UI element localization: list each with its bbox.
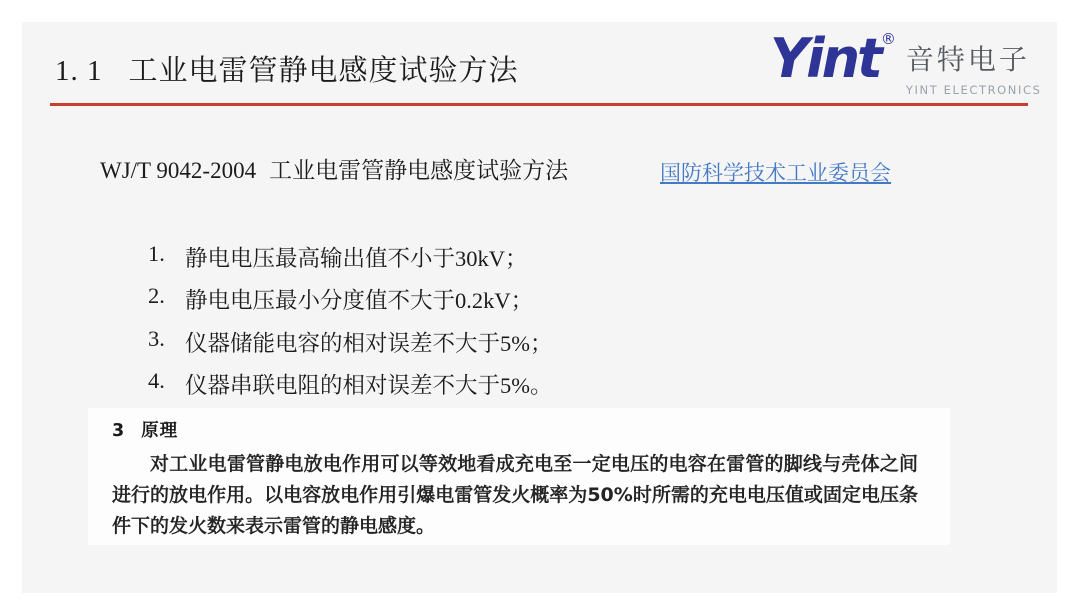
item-text: 静电电压最小分度值不大于0.2kV； bbox=[185, 288, 534, 313]
header-divider-rule bbox=[50, 103, 1028, 106]
item-number: 2. bbox=[148, 283, 165, 308]
yint-logo-icon: Yint bbox=[770, 27, 880, 90]
item-text: 静电电压最高输出值不小于30kV； bbox=[185, 246, 528, 271]
presentation-slide bbox=[22, 22, 1057, 593]
logo-wordmark-wrap bbox=[770, 27, 896, 90]
registered-trademark-icon: ® bbox=[880, 30, 896, 48]
company-logo bbox=[770, 28, 1042, 97]
standard-reference bbox=[100, 152, 568, 185]
logo-name-english: YINT ELECTRONICS bbox=[905, 83, 1042, 97]
excerpt-body-text: 对工业电雷管静电放电作用可以等效地看成充电至一定电压的电容在雷管的脚线与壳体之间进行的放电作用。以电容放电作用引爆电雷管发火概率为50%时所需的充电电压值或固定电压条件下的发火数来表示雷管的静电感度。 bbox=[112, 453, 918, 537]
item-number: 3. bbox=[148, 326, 165, 351]
item-number: 1. bbox=[148, 241, 165, 266]
standard-excerpt-scan bbox=[88, 408, 950, 545]
excerpt-heading bbox=[112, 417, 918, 442]
standard-name: 工业电雷管静电感度试验方法 bbox=[269, 158, 569, 183]
item-text: 仪器串联电阻的相对误差不大于5%。 bbox=[185, 373, 553, 398]
excerpt-heading-number: 3 bbox=[112, 421, 126, 441]
logo-names bbox=[906, 38, 1042, 97]
section-number: 1. 1 bbox=[55, 55, 103, 87]
item-number: 4. bbox=[148, 368, 165, 393]
excerpt-heading-text: 原理 bbox=[141, 421, 179, 441]
standard-code: WJ/T 9042-2004 bbox=[100, 158, 257, 183]
section-title-text: 工业电雷管静电感度试验方法 bbox=[128, 55, 519, 87]
slide-title bbox=[55, 48, 519, 89]
item-text: 仪器储能电容的相对误差不大于5%； bbox=[185, 331, 553, 356]
logo-name-chinese: 音特电子 bbox=[905, 43, 1030, 76]
issuer-hyperlink[interactable]: 国防科学技术工业委员会 bbox=[660, 161, 891, 185]
